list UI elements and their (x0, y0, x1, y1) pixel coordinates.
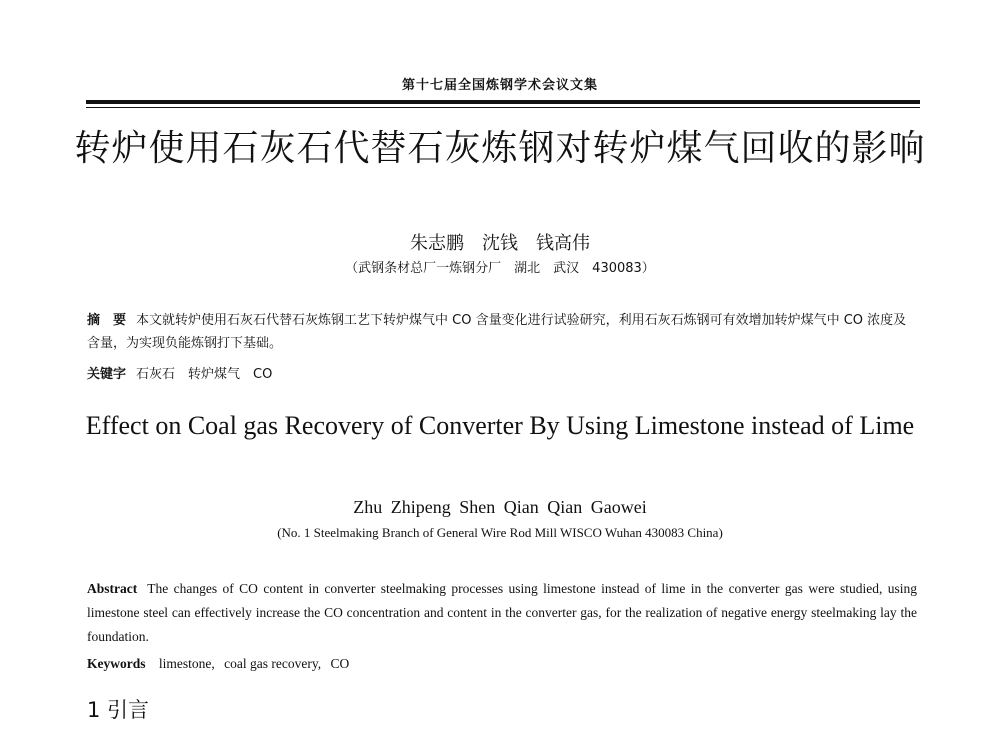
authors-english: Zhu Zhipeng Shen Qian Qian Gaowei (353, 497, 647, 517)
title-chinese: 转炉使用石灰石代替石灰炼钢对转炉煤气回收的影响 (74, 128, 926, 169)
header-rule-thin (86, 107, 920, 108)
keywords-chinese-text: 石灰石 转炉煤气 CO (136, 367, 273, 382)
authors-chinese: 朱志鹏 沈钱 钱高伟 (410, 233, 590, 254)
section-heading: 1 引言 (87, 698, 150, 722)
affiliation-english: (No. 1 Steelmaking Branch of General Wire Rod Mill WISCO Wuhan 430083 China) (277, 525, 723, 540)
affiliation-chinese: （武钢条材总厂一炼钢分厂 湖北 武汉 430083） (345, 261, 655, 276)
abstract-chinese-text: 本文就转炉使用石灰石代替石灰炼钢工艺下转炉煤气中 CO 含量变化进行试验研究，利用石灰石炼钢可有效增加转炉煤气中 CO 浓度及含量，为实现负能炼钢打下基础。 (87, 313, 907, 351)
abstract-chinese-label: 摘 要 (87, 313, 127, 328)
keywords-chinese (87, 363, 917, 382)
keyword-item: coal gas recovery, (224, 656, 322, 671)
keywords-english (87, 656, 917, 672)
keywords-english-label: Keywords (87, 656, 146, 671)
running-header: 第十七届全国炼钢学术会议文集 (401, 78, 598, 93)
keyword-item: CO (330, 656, 350, 671)
title-english: Effect on Coal gas Recovery of Converter By Using Limestone instead of Lime (85, 411, 915, 440)
keyword-item: limestone, (158, 656, 215, 671)
abstract-english-label: Abstract (87, 581, 138, 596)
abstract-english (87, 577, 917, 649)
keywords-chinese-label: 关键字 (87, 367, 127, 382)
abstract-english-text: The changes of CO content in converter steelmaking processes using limestone instead of lime in the converter gas were studied, using limestone steel can effectively increase the CO concentration and content in the converter gas, for the realization of negative energy steelmaking lay the foundation. (87, 581, 917, 644)
abstract-chinese (87, 309, 917, 355)
header-rule-thick (86, 100, 920, 104)
